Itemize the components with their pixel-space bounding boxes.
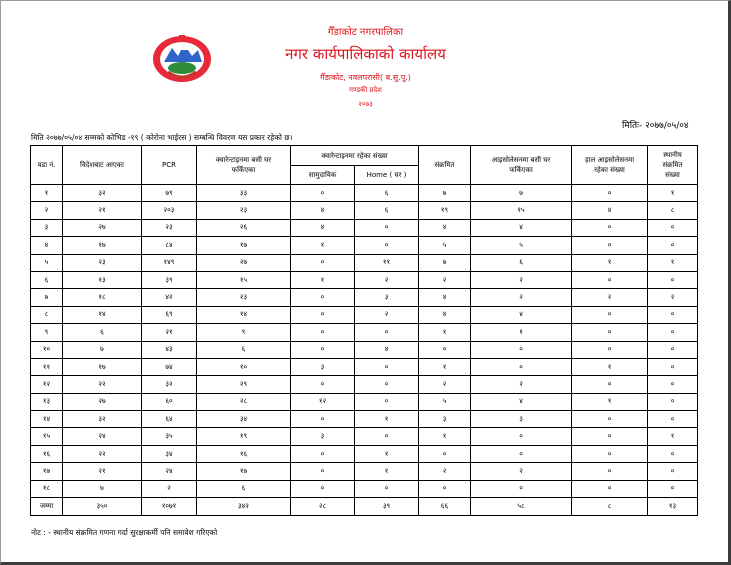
cell-abroad: २७ [63,393,142,410]
cell-infected: ४ [419,219,471,236]
cell-quarantine-returned: २३ [197,289,291,306]
cell-pcr: ६९ [142,306,197,323]
cell-ward: १४ [31,411,63,428]
cell-pcr: ७४ [142,358,197,375]
cell-pcr: ३९ [142,271,197,288]
cell-community: १ [291,271,355,288]
cell-quarantine-returned: १० [197,358,291,375]
cell-current-isolation: ० [572,480,648,497]
cell-pcr: ७९ [142,185,197,202]
cell-ward: १ [31,185,63,202]
cell-ward: १५ [31,428,63,445]
cell-infected: ७ [419,185,471,202]
cell-infected: ४ [419,306,471,323]
cell-quarantine-returned: २७ [197,254,291,271]
cell-current-isolation: ० [572,306,648,323]
table-row [31,341,698,358]
cell-home: १ [355,411,419,428]
cell-community: ० [291,289,355,306]
cell-local-infected: ० [648,463,698,480]
cell-local-infected: ० [648,219,698,236]
cell-pcr: २०३ [142,202,197,219]
cell-current-isolation: ० [572,185,648,202]
cell-isolation-returned: ४ [471,219,572,236]
cell-local-infected: ० [648,358,698,375]
cell-community: ० [291,185,355,202]
table-row [31,219,698,236]
cell-home: ० [355,428,419,445]
cell-pcr: ६० [142,393,197,410]
table-row [31,358,698,375]
table-body [31,185,698,516]
cell-quarantine-returned: २८ [197,393,291,410]
header-community: सामुदायिक [291,166,355,185]
cell-isolation-returned: ३ [471,411,572,428]
total-home: ३९ [355,498,419,516]
cell-infected: ४ [419,289,471,306]
cell-community: ० [291,463,355,480]
cell-community: १ [291,237,355,254]
total-community: २८ [291,498,355,516]
cell-local-infected: ० [648,445,698,462]
cell-community: ० [291,480,355,497]
table-row [31,480,698,497]
cell-abroad: २७ [63,219,142,236]
header-quarantine-returned: क्वारेन्टाइनमा बसी घर फर्किएका [197,146,291,185]
table-row [31,428,698,445]
cell-community: ० [291,411,355,428]
cell-infected: ० [419,445,471,462]
cell-isolation-returned: ० [471,341,572,358]
cell-ward: ८ [31,306,63,323]
cell-home: १ [355,463,419,480]
header-in-quarantine: क्वारेन्टाइनमा रहेका संख्या [291,146,419,166]
cell-current-isolation: ० [572,463,648,480]
cell-isolation-returned: २ [471,463,572,480]
cell-isolation-returned: ० [471,445,572,462]
cell-home: ० [355,237,419,254]
covid-data-table [30,145,698,516]
cell-home: ६ [355,185,419,202]
cell-local-infected: १ [648,428,698,445]
cell-community: ० [291,306,355,323]
cell-pcr: ८४ [142,237,197,254]
cell-abroad: २३ [63,254,142,271]
cell-isolation-returned: १ [471,324,572,341]
cell-quarantine-returned: २३ [197,202,291,219]
cell-current-isolation: ० [572,271,648,288]
cell-isolation-returned: २ [471,271,572,288]
cell-isolation-returned: ४ [471,306,572,323]
cell-local-infected: ० [648,376,698,393]
cell-infected: ० [419,341,471,358]
cell-infected: ० [419,480,471,497]
cell-pcr: ३२ [142,376,197,393]
table-row [31,237,698,254]
table-row [31,376,698,393]
cell-abroad: १४ [63,306,142,323]
office-title: नगर कार्यपालिकाको कार्यालय [285,45,446,63]
cell-home: ० [355,393,419,410]
intro-text: मिति २०७७/०५/०४ सम्मको कोभिड -१९ ( कोरोना भाईरस ) सम्बन्धि विवरण यस प्रकार रहेको छ। [31,133,293,142]
total-isolation-returned: ५८ [471,498,572,516]
cell-local-infected: १ [648,185,698,202]
cell-pcr: २१ [142,324,197,341]
cell-isolation-returned: २ [471,289,572,306]
cell-abroad: १८ [63,289,142,306]
cell-pcr: ३४ [142,445,197,462]
cell-abroad: २१ [63,202,142,219]
cell-home: २ [355,306,419,323]
cell-home: १ [355,445,419,462]
cell-home: ० [355,358,419,375]
header-current-isolation: हाल आइसोलेसनमा रहेका संख्या [572,146,648,185]
cell-quarantine-returned: १४ [197,306,291,323]
cell-quarantine-returned: ३४ [197,411,291,428]
cell-infected: २ [419,271,471,288]
cell-abroad: ३२ [63,411,142,428]
cell-infected: १ [419,428,471,445]
cell-infected: १ [419,358,471,375]
cell-infected: ५ [419,393,471,410]
cell-pcr: २४ [142,463,197,480]
total-abroad: ३५० [63,498,142,516]
cell-pcr: ४३ [142,341,197,358]
table-row [31,271,698,288]
cell-current-isolation: ० [572,376,648,393]
cell-local-infected: २ [648,289,698,306]
cell-ward: १३ [31,393,63,410]
cell-home: ११ [355,254,419,271]
cell-local-infected: १ [648,254,698,271]
cell-pcr: १४९ [142,254,197,271]
cell-community: ० [291,324,355,341]
cell-ward: ९ [31,324,63,341]
cell-pcr: २३ [142,219,197,236]
cell-current-isolation: ० [572,324,648,341]
total-row [31,498,698,516]
cell-quarantine-returned: २६ [197,219,291,236]
province-name: गण्डकी प्रदेश [349,86,382,94]
cell-current-isolation: १ [572,393,648,410]
cell-ward: १० [31,341,63,358]
cell-ward: १७ [31,463,63,480]
cell-ward: ११ [31,358,63,375]
table-row [31,393,698,410]
office-address: गैँडाकोट, नवलपरासी( ब.सु.पू.) [320,73,411,82]
header-ward: वडा नं. [31,146,63,185]
cell-isolation-returned: ५ [471,237,572,254]
header-local-infected: स्थानीय संक्रमित संख्या [648,146,698,185]
cell-isolation-returned: ६ [471,254,572,271]
cell-community: ४ [291,202,355,219]
header-pcr: PCR [142,146,197,185]
cell-current-isolation: १ [572,254,648,271]
cell-pcr: ४२ [142,289,197,306]
cell-local-infected: ० [648,271,698,288]
cell-home: ० [355,324,419,341]
cell-local-infected: ० [648,393,698,410]
cell-current-isolation: ४ [572,202,648,219]
total-label: जम्मा [31,498,63,516]
cell-current-isolation: ० [572,411,648,428]
cell-current-isolation: ० [572,341,648,358]
cell-isolation-returned: ७ [471,185,572,202]
cell-quarantine-returned: १५ [197,271,291,288]
report-date: मितिः- २०७७/०५/०४ [622,121,689,131]
cell-local-infected: ० [648,237,698,254]
cell-home: ० [355,480,419,497]
total-quarantine-returned: ३४२ [197,498,291,516]
cell-infected: ५ [419,237,471,254]
header-infected: संक्रमित [419,146,471,185]
cell-local-infected: ० [648,411,698,428]
cell-quarantine-returned: ६ [197,341,291,358]
cell-quarantine-returned: १६ [197,445,291,462]
table-row [31,254,698,271]
table-row [31,445,698,462]
cell-community: ० [291,445,355,462]
cell-current-isolation: ० [572,428,648,445]
cell-ward: ३ [31,219,63,236]
cell-quarantine-returned: ९ [197,324,291,341]
cell-infected: २ [419,376,471,393]
cell-abroad: २१ [63,463,142,480]
table-row [31,289,698,306]
table-row [31,306,698,323]
cell-ward: १८ [31,480,63,497]
total-infected: ६६ [419,498,471,516]
cell-community: ३ [291,358,355,375]
cell-local-infected: ८ [648,202,698,219]
footnote: नोट : - स्थानीय संक्रमित गणना गर्दा सुरक्षाकर्मी पनि समावेश गरिएको [31,528,218,537]
cell-home: ० [355,376,419,393]
cell-infected: ३ [419,411,471,428]
cell-quarantine-returned: ३३ [197,185,291,202]
cell-home: ४ [355,341,419,358]
cell-local-infected: ० [648,480,698,497]
cell-abroad: ३२ [63,185,142,202]
header-abroad: विदेशबाट आएका [63,146,142,185]
table-row [31,411,698,428]
cell-ward: २ [31,202,63,219]
cell-isolation-returned: ० [471,428,572,445]
total-pcr: १०७१ [142,498,197,516]
header-home: Home ( घर ) [355,166,419,185]
cell-home: ० [355,219,419,236]
cell-pcr: ६४ [142,411,197,428]
cell-abroad: १७ [63,237,142,254]
cell-local-infected: ० [648,324,698,341]
cell-ward: १२ [31,376,63,393]
cell-community: ० [291,376,355,393]
cell-community: १२ [291,393,355,410]
table-row [31,185,698,202]
cell-ward: ७ [31,289,63,306]
cell-infected: २ [419,463,471,480]
establishment-year: २०७३ [358,100,373,108]
cell-pcr: २ [142,480,197,497]
cell-isolation-returned: ० [471,358,572,375]
cell-infected: १९ [419,202,471,219]
cell-infected: ७ [419,254,471,271]
cell-community: ० [291,341,355,358]
cell-quarantine-returned: ६ [197,480,291,497]
cell-quarantine-returned: १९ [197,428,291,445]
cell-home: २ [355,271,419,288]
cell-quarantine-returned: १७ [197,463,291,480]
cell-isolation-returned: २ [471,376,572,393]
cell-abroad: ६ [63,324,142,341]
cell-ward: ५ [31,254,63,271]
cell-isolation-returned: ४ [471,393,572,410]
cell-abroad: १७ [63,358,142,375]
cell-community: ३ [291,428,355,445]
cell-current-isolation: ० [572,219,648,236]
cell-abroad: ७ [63,480,142,497]
cell-home: ६ [355,202,419,219]
cell-current-isolation: १ [572,358,648,375]
table-row [31,463,698,480]
cell-abroad: २२ [63,376,142,393]
table-row [31,202,698,219]
cell-home: ३ [355,289,419,306]
cell-ward: १६ [31,445,63,462]
table-row [31,324,698,341]
cell-local-infected: ० [648,341,698,358]
cell-current-isolation: २ [572,289,648,306]
cell-local-infected: ० [648,306,698,323]
cell-pcr: ३५ [142,428,197,445]
cell-abroad: २४ [63,428,142,445]
cell-ward: ६ [31,271,63,288]
header-isolation-returned: आइसोलेसनमा बसी घर फर्किएका [471,146,572,185]
cell-quarantine-returned: १७ [197,237,291,254]
cell-ward: ४ [31,237,63,254]
cell-current-isolation: ० [572,237,648,254]
cell-abroad: २२ [63,445,142,462]
municipality-name: गैँडाकोट नगरपालिका [327,27,404,38]
cell-current-isolation: ० [572,445,648,462]
cell-abroad: ७ [63,341,142,358]
cell-abroad: १३ [63,271,142,288]
total-current-isolation: ८ [572,498,648,516]
cell-quarantine-returned: २९ [197,376,291,393]
cell-community: ० [291,254,355,271]
cell-infected: १ [419,324,471,341]
cell-isolation-returned: १५ [471,202,572,219]
total-local-infected: १३ [648,498,698,516]
cell-community: ४ [291,219,355,236]
cell-isolation-returned: ० [471,480,572,497]
